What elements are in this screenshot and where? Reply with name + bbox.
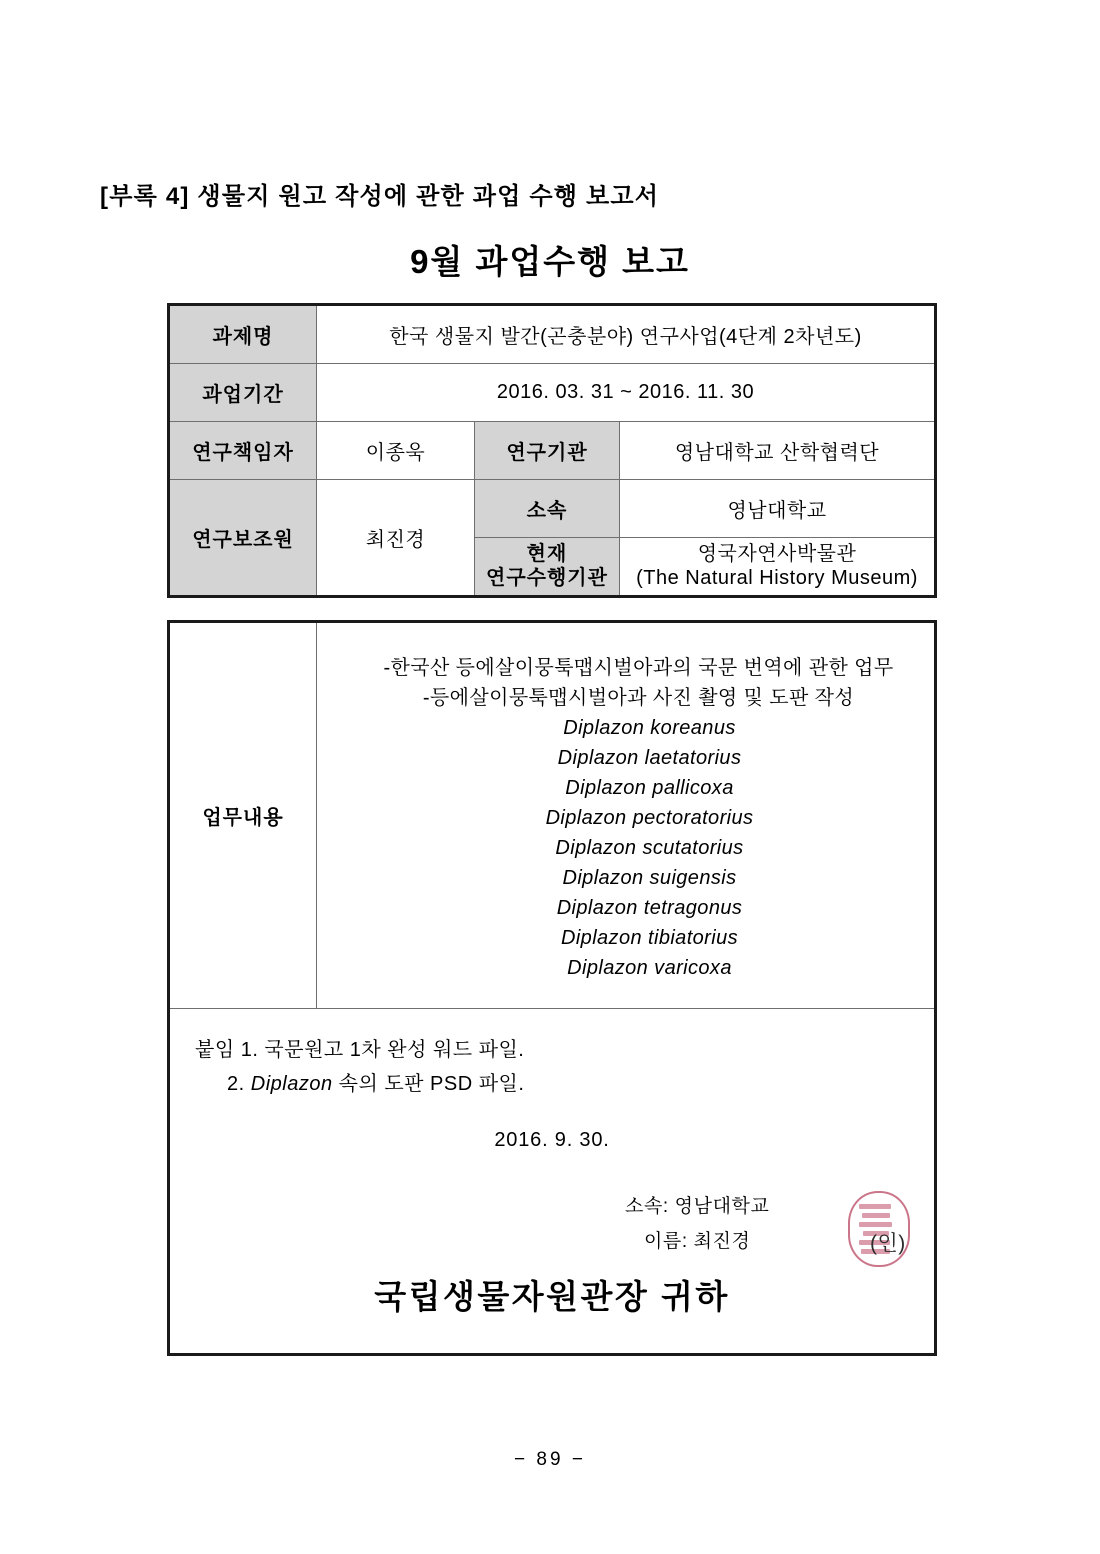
species-genus: Diplazon	[560, 926, 643, 949]
species-epithet: koreanus	[650, 716, 736, 739]
attachment-2-genus: Diplazon	[250, 1073, 333, 1095]
label-current-institution-line2: 연구수행기관	[486, 566, 608, 589]
attachment-2-suffix: 속의 도판 PSD 파일.	[332, 1073, 525, 1095]
table-row	[169, 480, 936, 538]
species-name	[343, 713, 934, 743]
species-name	[343, 833, 934, 863]
work-task-line: -등에살이뭉툭맵시벌아과 사진 촬영 및 도판 작성	[422, 686, 855, 709]
signer-affiliation: 소속: 영남대학교	[625, 1196, 770, 1217]
label-lead-researcher: 연구책임자	[169, 422, 317, 480]
species-genus: Diplazon	[556, 896, 638, 919]
species-name	[343, 743, 934, 773]
species-genus: Diplazon	[562, 866, 644, 889]
species-epithet: suigensis	[649, 866, 737, 889]
label-project-period: 과업기간	[169, 364, 317, 422]
signer-name: 이름: 최진경	[643, 1231, 751, 1253]
species-genus: Diplazon	[565, 776, 647, 799]
species-name	[343, 893, 934, 923]
species-genus: Diplazon	[545, 806, 627, 829]
species-epithet: varicoxa	[654, 956, 732, 979]
value-research-assistant: 최진경	[317, 480, 475, 597]
value-current-institution	[620, 538, 936, 597]
addressee-line: 국립생물자원관장 귀하	[374, 1278, 730, 1315]
species-genus: Diplazon	[563, 716, 645, 739]
attachment-item-1: 붙임 1. 국문원고 1차 완성 워드 파일.	[195, 1039, 525, 1061]
species-epithet: tetragonus	[643, 896, 743, 919]
appendix-heading: [부록 4] 생물지 원고 작성에 관한 과업 수행 보고서	[100, 183, 660, 210]
table-row	[169, 305, 936, 364]
table-row	[169, 364, 936, 422]
value-affiliation: 영남대학교	[620, 480, 936, 538]
work-task-line: -한국산 등에살이뭉툭맵시벌아과의 국문 번역에 관한 업무	[383, 656, 894, 679]
label-research-org: 연구기관	[475, 422, 620, 480]
page-number: − 89 −	[514, 1449, 586, 1470]
signature-date: 2016. 9. 30.	[494, 1129, 610, 1151]
seal-label: (인)	[870, 1232, 906, 1255]
species-name	[343, 923, 934, 953]
species-epithet: pectoratorius	[632, 806, 754, 829]
species-genus: Diplazon	[557, 746, 639, 769]
species-epithet: scutatorius	[642, 836, 744, 859]
species-genus: Diplazon	[555, 836, 637, 859]
page-title: 9월 과업수행 보고	[410, 243, 690, 280]
species-genus: Diplazon	[567, 956, 649, 979]
label-research-assistant: 연구보조원	[169, 480, 317, 597]
signature-block	[169, 1009, 936, 1355]
label-project-name: 과제명	[169, 305, 317, 364]
value-research-org: 영남대학교 산학협력단	[620, 422, 936, 480]
species-name	[343, 863, 934, 893]
species-name	[343, 803, 934, 833]
label-affiliation: 소속	[475, 480, 620, 538]
label-work-content: 업무내용	[169, 622, 317, 1009]
value-lead-researcher: 이종욱	[317, 422, 475, 480]
species-epithet: tibiatorius	[648, 926, 739, 949]
value-current-institution-line2: (The Natural History Museum)	[636, 566, 918, 589]
table-row	[169, 622, 936, 1009]
species-name	[343, 953, 934, 983]
label-current-institution	[475, 538, 620, 597]
species-epithet: laetatorius	[644, 746, 742, 769]
label-current-institution-line1: 현재	[526, 542, 568, 565]
work-content-table	[167, 620, 937, 1356]
value-current-institution-line1: 영국자연사박물관	[697, 542, 857, 565]
project-info-table	[167, 303, 937, 598]
attachment-2-prefix: 2.	[227, 1073, 251, 1095]
value-project-period: 2016. 03. 31 ~ 2016. 11. 30	[317, 364, 936, 422]
table-row	[169, 1009, 936, 1355]
species-name	[343, 773, 934, 803]
attachment-item-2	[227, 1067, 524, 1096]
species-epithet: pallicoxa	[652, 776, 734, 799]
table-row	[169, 422, 936, 480]
work-content-body	[317, 622, 936, 1009]
signer-info	[625, 1189, 769, 1259]
value-project-name: 한국 생물지 발간(곤충분야) 연구사업(4단계 2차년도)	[317, 305, 936, 364]
official-seal	[848, 1191, 920, 1275]
